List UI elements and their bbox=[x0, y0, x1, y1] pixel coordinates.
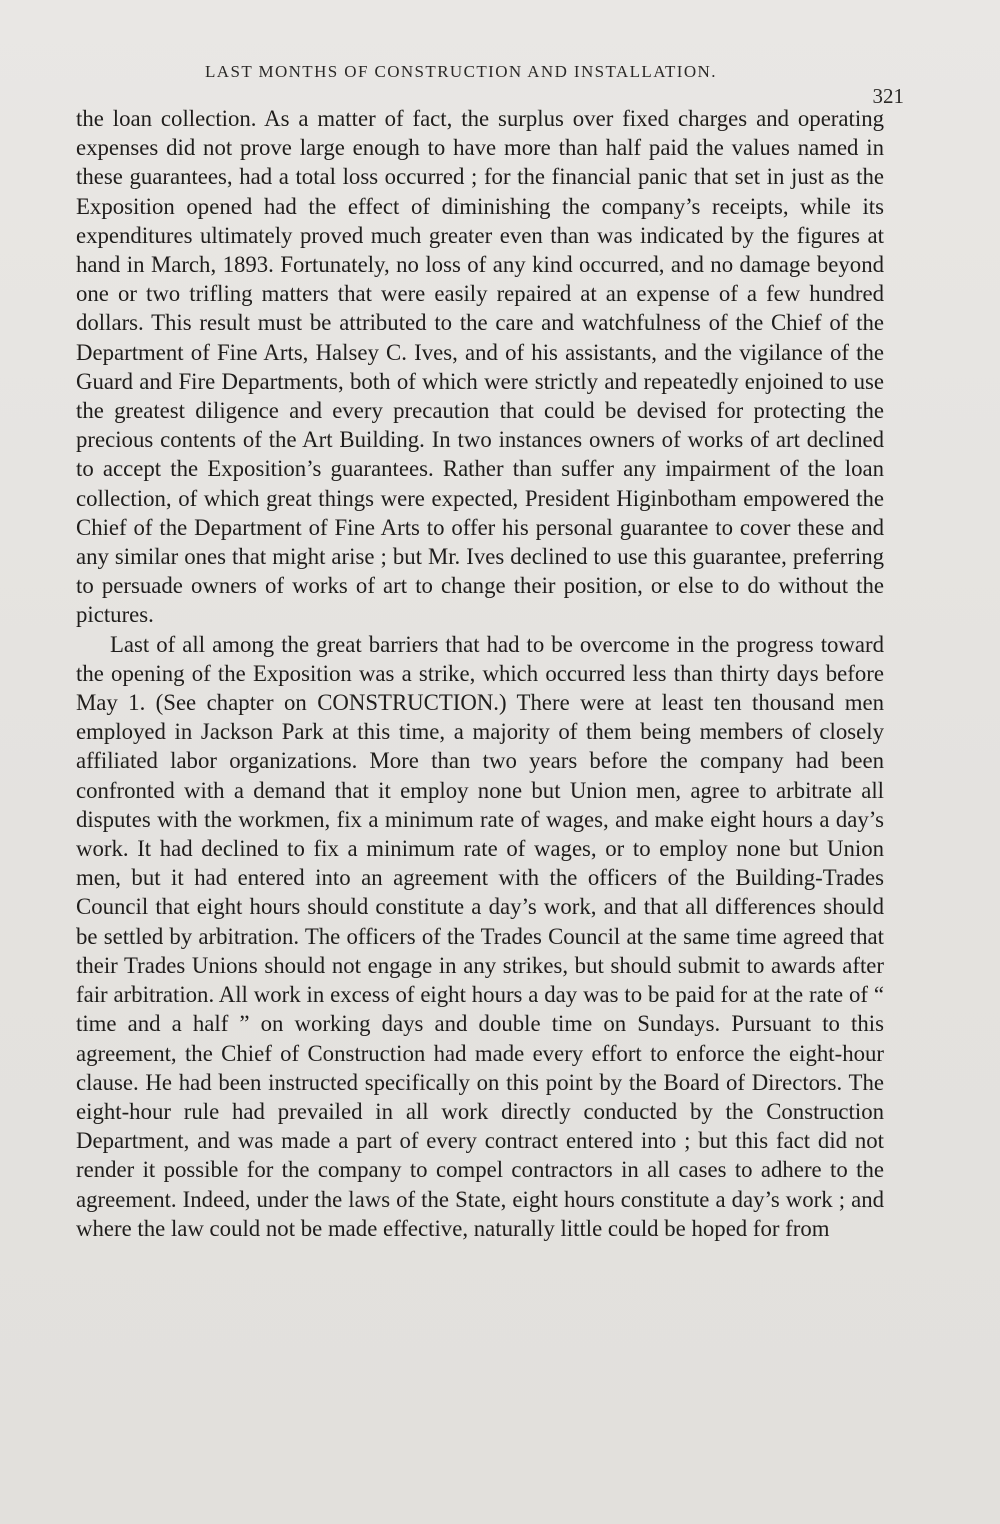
page-header bbox=[80, 62, 910, 108]
body-text bbox=[76, 104, 884, 1243]
page-number: 321 bbox=[872, 84, 904, 108]
running-head: LAST MONTHS OF CONSTRUCTION AND INSTALLATION. bbox=[205, 62, 717, 81]
paragraph-loan-collection: the loan collection. As a matter of fact, the surplus over fixed charges and operating expenses did not prove large enough to have more than half paid the values named in these guarantees, had a total loss occurred ; for the financial panic that set in just as the Exposition opened had the effect of diminishing the company’s receipts, while its expenditures ultimately proved much greater even than was indicated by the figures at hand in March, 1893. Fortunately, no loss of any kind occurred, and no damage beyond one or two trifling matters that were easily repaired at an expense of a few hundred dollars. This result must be attributed to the care and watchfulness of the Chief of the Department of Fine Arts, Halsey C. Ives, and of his assistants, and the vigilance of the Guard and Fire Departments, both of which were strictly and repeatedly enjoined to use the greatest diligence and every precaution that could be devised for protecting the precious contents of the Art Building. In two instances owners of works of art declined to accept the Exposition’s guarantees. Rather than suffer any impairment of the loan collection, of which great things were expected, President Higinbotham empowered the Chief of the Department of Fine Arts to offer his personal guarantee to cover these and any similar ones that might arise ; but Mr. Ives declined to use this guarantee, preferring to persuade owners of works of art to change their position, or else to do without the pictures. bbox=[76, 106, 884, 628]
paragraph-strike: Last of all among the great barriers that had to be overcome in the progress toward the opening of the Exposition was a strike, which occurred less than thirty days before May 1. (See chapter on CONSTRUCTION.) There were at least ten thousand men employed in Jackson Park at this time, a majority of them being members of closely affiliated labor organizations. More than two years before the company had been confronted with a demand that it employ none but Union men, agree to arbitrate all disputes with the workmen, fix a minimum rate of wages, and make eight hours a day’s work. It had declined to fix a minimum rate of wages, or to employ none but Union men, but it had entered into an agreement with the officers of the Building-Trades Council that eight hours should constitute a day’s work, and that all differences should be settled by arbitration. The officers of the Trades Council at the same time agreed that their Trades Unions should not engage in any strikes, but should submit to awards after fair arbitration. All work in excess of eight hours a day was to be paid for at the rate of “ time and a half ” on working days and double time on Sundays. Pursuant to this agreement, the Chief of Construction had made every effort to enforce the eight-hour clause. He had been instructed specifically on this point by the Board of Directors. The eight-hour rule had prevailed in all work directly conducted by the Construction Department, and was made a part of every contract entered into ; but this fact did not render it possible for the company to compel contractors in all cases to adhere to the agreement. Indeed, under the laws of the State, eight hours constitute a day’s work ; and where the law could not be made effective, naturally little could be hoped for from bbox=[76, 631, 884, 1241]
